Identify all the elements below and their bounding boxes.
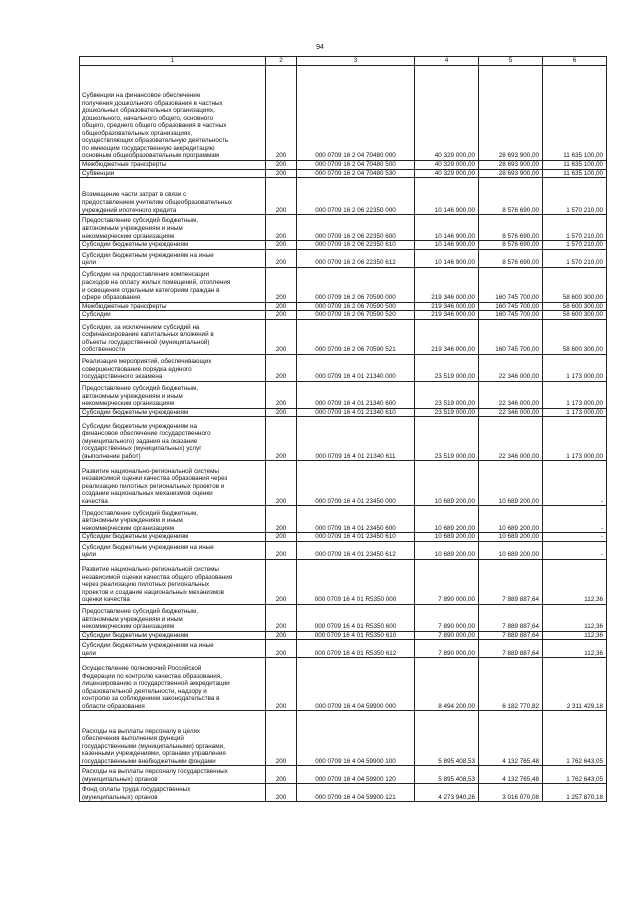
row-code: 200 bbox=[266, 506, 297, 533]
row-name: Субсидии бюджетным учреждениям bbox=[80, 241, 266, 250]
row-approved: 10 146 900,00 bbox=[415, 215, 479, 241]
row-name: Развитие национально-региональной системы независимой оценки качества образования через реализацию пилотных региональных проектов и создание национальных механизмов оценки качества bbox=[80, 461, 266, 506]
row-remaining: 11 635 100,00 bbox=[543, 161, 607, 170]
table-row bbox=[80, 311, 607, 320]
row-kbk: 000 0709 16 4 04 59900 100 bbox=[297, 711, 415, 766]
row-remaining: 112,36 bbox=[543, 631, 607, 640]
row-code: 200 bbox=[266, 658, 297, 711]
row-remaining: 1 257 870,18 bbox=[543, 784, 607, 802]
row-name: Субсидии бюджетным учреждениям на иные цели bbox=[80, 249, 266, 267]
row-remaining: - bbox=[543, 461, 607, 506]
row-code: 200 bbox=[266, 631, 297, 640]
row-name: Субвенции bbox=[80, 169, 266, 178]
row-approved: 7 890 000,00 bbox=[415, 631, 479, 640]
row-approved: 219 346 000,00 bbox=[415, 311, 479, 320]
row-approved: 40 329 000,00 bbox=[415, 66, 479, 161]
row-code: 200 bbox=[266, 354, 297, 381]
row-name: Расходы на выплаты персоналу государственных (муниципальных) органов bbox=[80, 766, 266, 784]
table-row bbox=[80, 784, 607, 802]
header-col-6: 6 bbox=[543, 57, 607, 66]
row-kbk: 000 0709 16 2 04 70480 530 bbox=[297, 169, 415, 178]
row-name: Субсидии бюджетным учреждениям bbox=[80, 408, 266, 417]
row-remaining: 112,36 bbox=[543, 604, 607, 631]
row-executed: 10 689 200,00 bbox=[479, 533, 543, 542]
row-executed: 160 745 700,00 bbox=[479, 311, 543, 320]
row-name: Межбюджетные трансферты bbox=[80, 161, 266, 170]
row-kbk: 000 0709 16 4 01 21340 000 bbox=[297, 354, 415, 381]
row-approved: 10 689 200,00 bbox=[415, 533, 479, 542]
row-remaining: - bbox=[543, 533, 607, 542]
table-row bbox=[80, 640, 607, 658]
row-kbk: 000 0709 16 2 04 70480 500 bbox=[297, 161, 415, 170]
table-row bbox=[80, 604, 607, 631]
row-approved: 23 519 000,00 bbox=[415, 354, 479, 381]
table-row bbox=[80, 66, 607, 161]
row-kbk: 000 0709 16 4 04 59900 000 bbox=[297, 658, 415, 711]
table-row bbox=[80, 506, 607, 533]
row-code: 200 bbox=[266, 241, 297, 250]
table-row bbox=[80, 161, 607, 170]
row-code: 200 bbox=[266, 161, 297, 170]
row-remaining: - bbox=[543, 506, 607, 533]
row-approved: 219 346 000,00 bbox=[415, 319, 479, 354]
row-approved: 7 890 000,00 bbox=[415, 640, 479, 658]
row-name: Предоставление субсидий бюджетным, автономным учреждениям и иным некоммерческим организациям bbox=[80, 381, 266, 408]
row-name: Субсидии bbox=[80, 311, 266, 320]
row-name: Предоставление субсидий бюджетным, автономным учреждениям и иным некоммерческим организациям bbox=[80, 604, 266, 631]
row-name: Субсидии бюджетным учреждениям bbox=[80, 533, 266, 542]
row-approved: 8 494 200,00 bbox=[415, 658, 479, 711]
row-remaining: 11 635 100,00 bbox=[543, 169, 607, 178]
row-executed: 10 689 200,00 bbox=[479, 461, 543, 506]
row-executed: 6 182 770,82 bbox=[479, 658, 543, 711]
row-remaining: 1 173 000,00 bbox=[543, 354, 607, 381]
row-code: 200 bbox=[266, 408, 297, 417]
table-row bbox=[80, 381, 607, 408]
row-executed: 160 745 700,00 bbox=[479, 302, 543, 311]
row-name: Субвенции на финансовое обеспечение получения дошкольного образования в частных дошкольных образовательных организациях, дошкольного, начального общего, основного общего, среднего общего образования в частных общеобразовательных организациях, осуществляющих образовательную деятельность по имеющим государственную аккредитацию основным общеобразовательным программам bbox=[80, 66, 266, 161]
row-remaining: 1 173 000,00 bbox=[543, 417, 607, 461]
row-name: Субсидии бюджетным учреждениям bbox=[80, 631, 266, 640]
row-name: Субсидии бюджетным учреждениям на иные цели bbox=[80, 541, 266, 559]
row-executed: 8 576 690,00 bbox=[479, 215, 543, 241]
table-row bbox=[80, 302, 607, 311]
row-name: Межбюджетные трансферты bbox=[80, 302, 266, 311]
row-remaining: 2 311 429,18 bbox=[543, 658, 607, 711]
table-row bbox=[80, 319, 607, 354]
table-row bbox=[80, 408, 607, 417]
table-row bbox=[80, 417, 607, 461]
row-kbk: 000 0709 16 4 01 23450 612 bbox=[297, 541, 415, 559]
row-remaining: 11 635 100,00 bbox=[543, 66, 607, 161]
row-executed: 22 346 000,00 bbox=[479, 354, 543, 381]
row-name: Предоставление субсидий бюджетным, автономным учреждениям и иным некоммерческим организациям bbox=[80, 506, 266, 533]
row-executed: 4 132 765,48 bbox=[479, 766, 543, 784]
row-code: 200 bbox=[266, 461, 297, 506]
row-remaining: 1 570 210,00 bbox=[543, 178, 607, 215]
table-row bbox=[80, 267, 607, 302]
row-code: 200 bbox=[266, 766, 297, 784]
table-row bbox=[80, 241, 607, 250]
page-number: 94 bbox=[316, 44, 324, 51]
row-executed: 4 132 765,48 bbox=[479, 711, 543, 766]
row-code: 200 bbox=[266, 640, 297, 658]
row-kbk: 000 0709 16 4 04 59900 120 bbox=[297, 766, 415, 784]
header-col-3: 3 bbox=[297, 57, 415, 66]
row-kbk: 000 0709 16 4 04 59900 121 bbox=[297, 784, 415, 802]
row-remaining: - bbox=[543, 541, 607, 559]
row-kbk: 000 0709 16 4 01 23450 600 bbox=[297, 506, 415, 533]
row-executed: 3 016 070,08 bbox=[479, 784, 543, 802]
budget-table bbox=[79, 56, 607, 802]
row-name: Осуществление полномочий Российской Федерации по контролю качества образования, лицензированию и государственной аккредитации образовательной деятельности, надзору и контролю за соблюдением законодательства в области образования bbox=[80, 658, 266, 711]
row-kbk: 000 0709 16 4 01 R5350 612 bbox=[297, 640, 415, 658]
row-name: Реализация мероприятий, обеспечивающих совершенствование порядка единого государственного экзамена bbox=[80, 354, 266, 381]
row-code: 200 bbox=[266, 784, 297, 802]
row-executed: 28 693 900,00 bbox=[479, 66, 543, 161]
row-approved: 5 895 408,53 bbox=[415, 766, 479, 784]
row-approved: 40 329 000,00 bbox=[415, 169, 479, 178]
table-row bbox=[80, 178, 607, 215]
row-executed: 22 346 000,00 bbox=[479, 408, 543, 417]
row-code: 200 bbox=[266, 541, 297, 559]
row-code: 200 bbox=[266, 559, 297, 604]
table-row bbox=[80, 541, 607, 559]
row-code: 200 bbox=[266, 381, 297, 408]
header-col-5: 5 bbox=[479, 57, 543, 66]
row-name: Развитие национально-региональной системы независимой оценки качества общего образования через реализацию пилотных региональных проектов и создание национальных механизмов оценки качества bbox=[80, 559, 266, 604]
table-row bbox=[80, 215, 607, 241]
row-code: 200 bbox=[266, 711, 297, 766]
header-col-4: 4 bbox=[415, 57, 479, 66]
row-approved: 23 519 000,00 bbox=[415, 408, 479, 417]
row-executed: 28 693 900,00 bbox=[479, 169, 543, 178]
row-approved: 5 895 408,53 bbox=[415, 711, 479, 766]
row-name: Субсидии бюджетным учреждениям на финансовое обеспечение государственного (муниципального) задания на оказание государственных (муниципальных) услуг (выполнение работ) bbox=[80, 417, 266, 461]
row-kbk: 000 0709 16 2 06 70590 521 bbox=[297, 319, 415, 354]
row-executed: 22 346 000,00 bbox=[479, 381, 543, 408]
row-executed: 160 745 700,00 bbox=[479, 267, 543, 302]
row-approved: 7 890 000,00 bbox=[415, 604, 479, 631]
row-remaining: 58 600 300,00 bbox=[543, 319, 607, 354]
row-remaining: 1 762 643,05 bbox=[543, 711, 607, 766]
row-approved: 40 329 000,00 bbox=[415, 161, 479, 170]
row-code: 200 bbox=[266, 267, 297, 302]
row-approved: 23 519 000,00 bbox=[415, 381, 479, 408]
row-code: 200 bbox=[266, 604, 297, 631]
row-approved: 10 689 200,00 bbox=[415, 506, 479, 533]
row-executed: 8 576 690,00 bbox=[479, 178, 543, 215]
table-row bbox=[80, 169, 607, 178]
row-remaining: 1 570 210,00 bbox=[543, 241, 607, 250]
row-approved: 219 346 000,00 bbox=[415, 302, 479, 311]
row-name: Возмещение части затрат в связи с предоставлением учителям общеобразовательных учреждений ипотечного кредита bbox=[80, 178, 266, 215]
table-row bbox=[80, 354, 607, 381]
table-row bbox=[80, 461, 607, 506]
row-code: 200 bbox=[266, 417, 297, 461]
header-col-2: 2 bbox=[266, 57, 297, 66]
row-code: 200 bbox=[266, 169, 297, 178]
table-row bbox=[80, 249, 607, 267]
row-kbk: 000 0709 16 2 06 70590 000 bbox=[297, 267, 415, 302]
row-remaining: 58 600 300,00 bbox=[543, 302, 607, 311]
row-code: 200 bbox=[266, 319, 297, 354]
row-name: Фонд оплаты труда государственных (муниципальных) органов bbox=[80, 784, 266, 802]
row-remaining: 1 762 643,05 bbox=[543, 766, 607, 784]
table-row bbox=[80, 766, 607, 784]
row-code: 200 bbox=[266, 533, 297, 542]
header-col-1: 1 bbox=[80, 57, 266, 66]
row-remaining: 58 600 300,00 bbox=[543, 267, 607, 302]
row-kbk: 000 0709 16 4 01 R5350 610 bbox=[297, 631, 415, 640]
row-executed: 10 689 200,00 bbox=[479, 506, 543, 533]
row-kbk: 000 0709 16 4 01 21340 610 bbox=[297, 408, 415, 417]
row-name: Субсидии на предоставление компенсации расходов на оплату жилых помещений, отопления и освещения отдельным категориям граждан в сфере образования bbox=[80, 267, 266, 302]
row-executed: 7 889 887,64 bbox=[479, 640, 543, 658]
table-header bbox=[80, 57, 607, 66]
row-approved: 7 890 000,00 bbox=[415, 559, 479, 604]
row-name: Субсидии, за исключением субсидий на софинансирование капитальных вложений в объекты государственной (муниципальной) собственности bbox=[80, 319, 266, 354]
row-executed: 28 693 900,00 bbox=[479, 161, 543, 170]
row-executed: 8 576 690,00 bbox=[479, 249, 543, 267]
table-row bbox=[80, 533, 607, 542]
row-approved: 23 519 000,00 bbox=[415, 417, 479, 461]
row-approved: 10 146 900,00 bbox=[415, 241, 479, 250]
row-remaining: 58 600 300,00 bbox=[543, 311, 607, 320]
row-kbk: 000 0709 16 2 06 22350 610 bbox=[297, 241, 415, 250]
row-approved: 4 273 940,26 bbox=[415, 784, 479, 802]
row-remaining: 1 570 210,00 bbox=[543, 215, 607, 241]
row-kbk: 000 0709 16 4 01 R5350 600 bbox=[297, 604, 415, 631]
row-executed: 8 576 690,00 bbox=[479, 241, 543, 250]
table-row bbox=[80, 559, 607, 604]
row-executed: 22 346 000,00 bbox=[479, 417, 543, 461]
row-kbk: 000 0709 16 4 01 23450 610 bbox=[297, 533, 415, 542]
row-kbk: 000 0709 16 2 06 22350 600 bbox=[297, 215, 415, 241]
row-kbk: 000 0709 16 4 01 21340 600 bbox=[297, 381, 415, 408]
row-name: Субсидии бюджетным учреждениям на иные цели bbox=[80, 640, 266, 658]
row-remaining: 112,36 bbox=[543, 559, 607, 604]
row-code: 200 bbox=[266, 311, 297, 320]
row-kbk: 000 0709 16 4 01 21340 611 bbox=[297, 417, 415, 461]
row-code: 200 bbox=[266, 249, 297, 267]
row-kbk: 000 0709 16 2 06 22350 000 bbox=[297, 178, 415, 215]
row-executed: 7 889 887,64 bbox=[479, 604, 543, 631]
table-body bbox=[80, 66, 607, 802]
row-kbk: 000 0709 16 2 06 70590 520 bbox=[297, 311, 415, 320]
row-kbk: 000 0709 16 4 01 R5350 000 bbox=[297, 559, 415, 604]
row-remaining: 1 570 210,00 bbox=[543, 249, 607, 267]
row-executed: 160 745 700,00 bbox=[479, 319, 543, 354]
row-code: 200 bbox=[266, 66, 297, 161]
row-remaining: 1 173 000,00 bbox=[543, 408, 607, 417]
row-approved: 10 689 200,00 bbox=[415, 541, 479, 559]
row-name: Расходы на выплаты персоналу в целях обеспечения выполнения функций государственными (муниципальными) органами, казенными учреждениями, органами управления государственными внебюджетными фондами bbox=[80, 711, 266, 766]
row-executed: 7 889 887,64 bbox=[479, 631, 543, 640]
table-row bbox=[80, 658, 607, 711]
row-kbk: 000 0709 16 2 06 70590 500 bbox=[297, 302, 415, 311]
row-approved: 219 346 000,00 bbox=[415, 267, 479, 302]
row-name: Предоставление субсидий бюджетным, автономным учреждениям и иным некоммерческим организациям bbox=[80, 215, 266, 241]
row-approved: 10 146 900,00 bbox=[415, 249, 479, 267]
row-kbk: 000 0709 16 2 04 70480 000 bbox=[297, 66, 415, 161]
row-code: 200 bbox=[266, 215, 297, 241]
row-kbk: 000 0709 16 2 06 22350 612 bbox=[297, 249, 415, 267]
table-row bbox=[80, 631, 607, 640]
row-kbk: 000 0709 16 4 01 23450 000 bbox=[297, 461, 415, 506]
row-remaining: 1 173 000,00 bbox=[543, 381, 607, 408]
row-executed: 10 689 200,00 bbox=[479, 541, 543, 559]
row-executed: 7 889 887,64 bbox=[479, 559, 543, 604]
row-remaining: 112,36 bbox=[543, 640, 607, 658]
row-code: 200 bbox=[266, 178, 297, 215]
row-approved: 10 689 200,00 bbox=[415, 461, 479, 506]
row-approved: 10 146 900,00 bbox=[415, 178, 479, 215]
row-code: 200 bbox=[266, 302, 297, 311]
table-row bbox=[80, 711, 607, 766]
